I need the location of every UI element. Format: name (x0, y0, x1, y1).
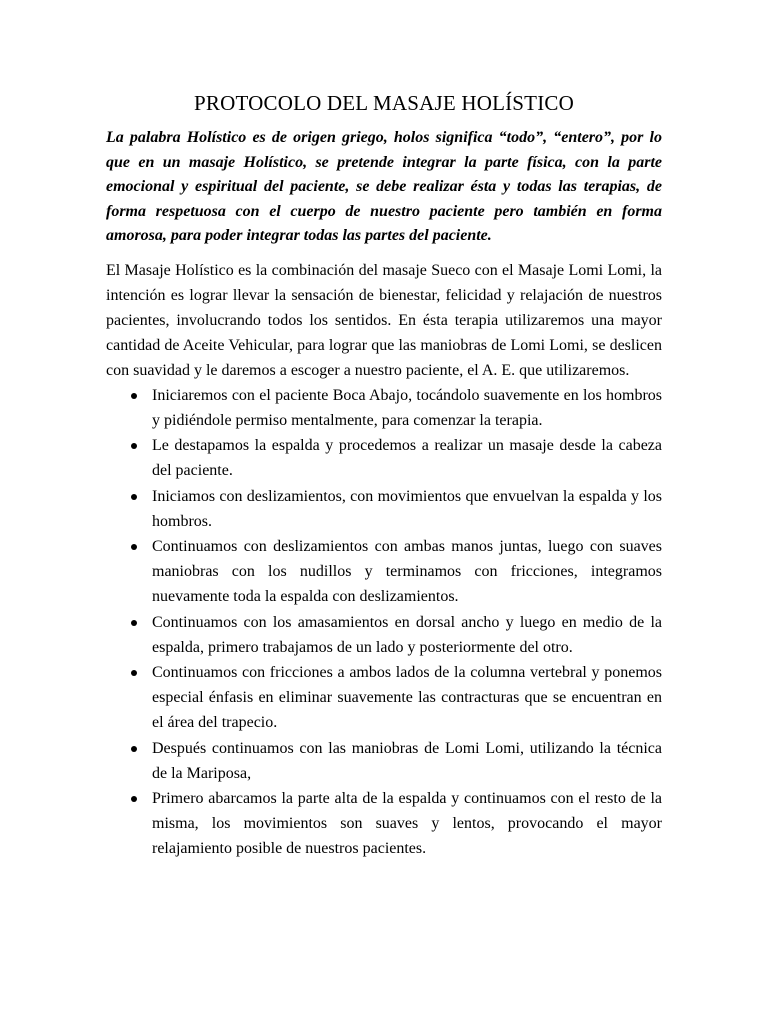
bullet-list (106, 383, 662, 862)
page-title: PROTOCOLO DEL MASAJE HOLÍSTICO (194, 91, 574, 115)
bullet-icon (131, 746, 137, 752)
list-item (152, 610, 662, 660)
list-item-text: Después continuamos con las maniobras de Lomi Lomi, utilizando la técnica de la Mariposa, (152, 739, 662, 782)
bullet-icon (131, 670, 137, 676)
list-item (152, 383, 662, 433)
intro-paragraph: La palabra Holístico es de origen griego, holos significa “todo”, “entero”, por lo que en un masaje Holístico, se pretende integrar la parte física, con la parte emocional y espiritual del paciente, se debe realizar ésta y todas las terapias, de forma respetuosa con el cuerpo de nuestro paciente pero también en forma amorosa, para poder integrar todas las partes del paciente. (106, 129, 662, 244)
list-item-text: Iniciaremos con el paciente Boca Abajo, tocándolo suavemente en los hombros y pidiéndole permiso mentalmente, para comenzar la terapia. (152, 386, 662, 429)
bullet-icon (131, 620, 137, 626)
list-item (152, 534, 662, 609)
body-paragraph: El Masaje Holístico es la combinación del masaje Sueco con el Masaje Lomi Lomi, la intención es lograr llevar la sensación de bienestar, felicidad y relajación de nuestros pacientes, involucrando todos los sentidos. En ésta terapia utilizaremos una mayor cantidad de Aceite Vehicular, para lograr que las maniobras de Lomi Lomi, se deslicen con suavidad y le daremos a escoger a nuestro paciente, el A. E. que utilizaremos. (106, 261, 662, 379)
bullet-icon (131, 443, 137, 449)
list-item (152, 660, 662, 735)
list-item (152, 484, 662, 534)
bullet-icon (131, 393, 137, 399)
list-item (152, 736, 662, 786)
list-item (152, 786, 662, 861)
document-page (106, 88, 662, 862)
list-item-text: Primero abarcamos la parte alta de la espalda y continuamos con el resto de la misma, los movimientos son suaves y lentos, provocando el mayor relajamiento posible de nuestros pacientes. (152, 790, 662, 857)
bullet-icon (131, 544, 137, 550)
list-item-text: Le destapamos la espalda y procedemos a realizar un masaje desde la cabeza del paciente. (152, 437, 662, 479)
list-item-text: Iniciamos con deslizamientos, con movimientos que envuelvan la espalda y los hombros. (152, 487, 662, 530)
list-item-text: Continuamos con los amasamientos en dorsal ancho y luego en medio de la espalda, primero trabajamos de un lado y posteriormente del otro. (152, 613, 662, 656)
list-item-text: Continuamos con fricciones a ambos lados de la columna vertebral y ponemos especial énfasis en eliminar suavemente las contracturas que se encuentran en el área del trapecio. (152, 664, 662, 731)
bullet-icon (131, 494, 137, 500)
list-item-text: Continuamos con deslizamientos con ambas manos juntas, luego con suaves maniobras con los nudillos y terminamos con fricciones, integramos nuevamente toda la espalda con deslizamientos. (152, 538, 662, 605)
list-item (152, 433, 662, 483)
bullet-icon (131, 796, 137, 802)
